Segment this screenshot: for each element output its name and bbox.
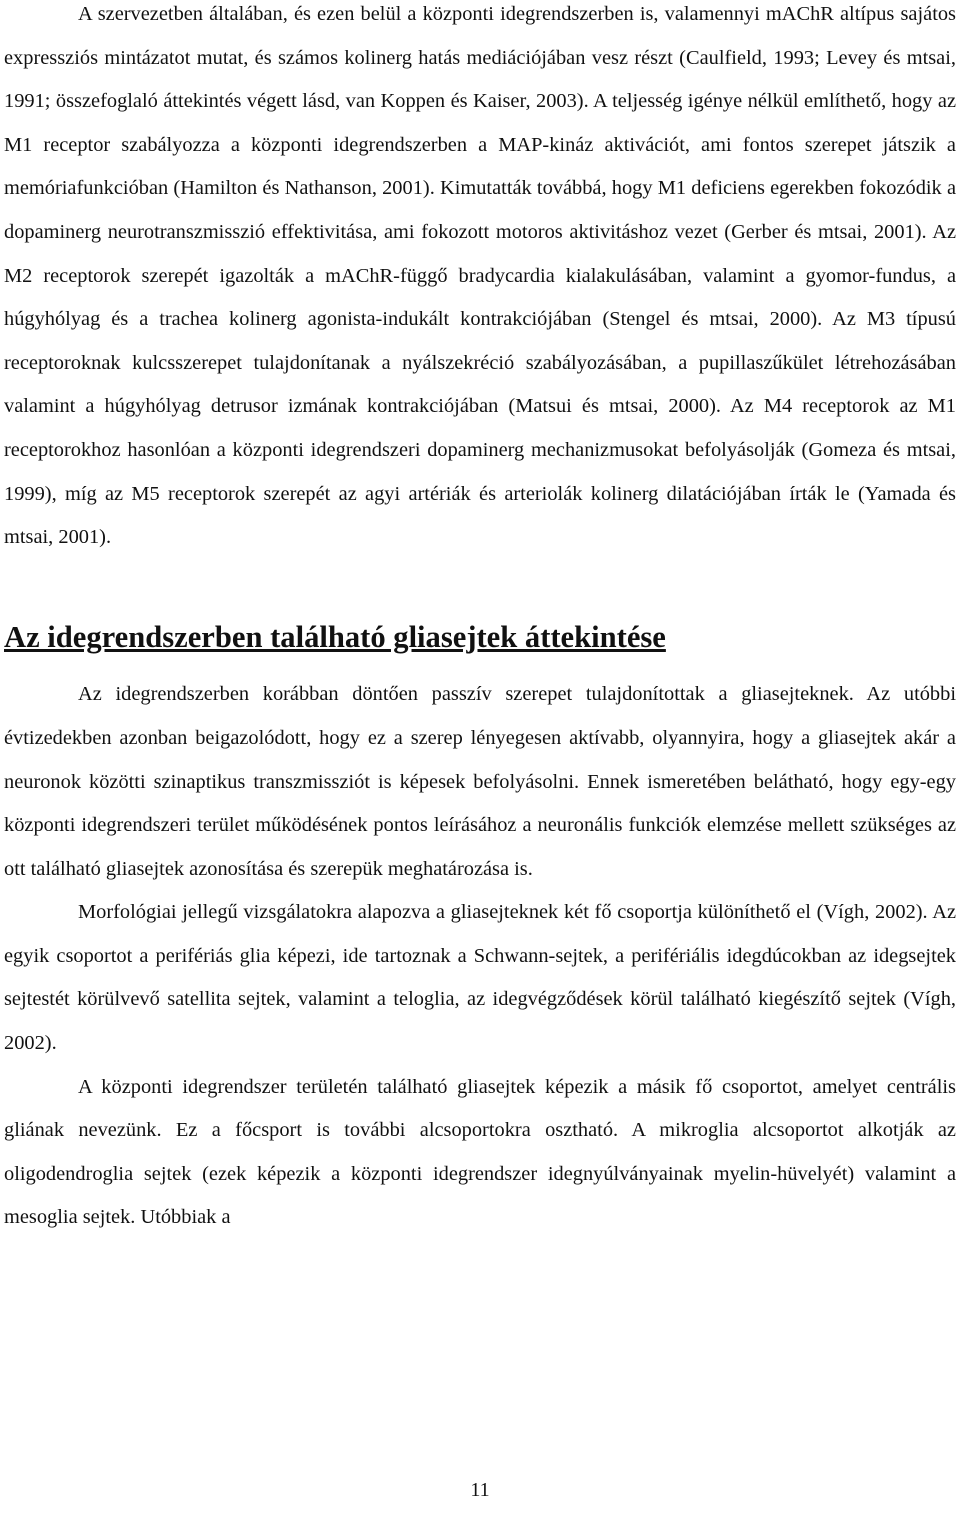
document-page — [4, 0, 956, 1240]
paragraph-machr-subtypes: A szervezetben általában, és ezen belül a központi idegrendszerben is, valamennyi mAChR altípus sajátos expressziós mintázatot mutat, és számos kolinerg hatás mediációjában vesz részt (Caulfield, 1993; Levey és mtsai, 1991; összefoglaló áttekintés végett lásd, van Koppen és Kaiser, 2003). A teljesség igénye nélkül említhető, hogy az M1 receptor szabályozza a központi idegrendszerben a MAP-kináz aktivációt, ami fontos szerepet játszik a memóriafunkcióban (Hamilton és Nathanson, 2001). Kimutatták továbbá, hogy M1 deficiens egerekben fokozódik a dopaminerg neurotranszmisszió effektivitása, ami fokozott motoros aktivitáshoz vezet (Gerber és mtsai, 2001). Az M2 receptorok szerepét igazolták a mAChR-függő bradycardia kialakulásában, valamint a gyomor-fundus, a húgyhólyag és a trachea kolinerg agonista-indukált kontrakciójában (Stengel és mtsai, 2000). Az M3 típusú receptoroknak kulcsszerepet tulajdonítanak a nyálszekréció szabályozásában, a pupillaszűkület létrehozásában valamint a húgyhólyag detrusor izmának kontrakciójában (Matsui és mtsai, 2000). Az M4 receptorok az M1 receptorokhoz hasonlóan a központi idegrendszeri dopaminerg mechanizmusokat befolyásolják (Gomeza és mtsai, 1999), míg az M5 receptorok szerepét az agyi artériák és arteriolák kolinerg dilatációjában írták le (Yamada és mtsai, 2001). — [4, 3, 956, 549]
section-heading: Az idegrendszerben található gliasejtek áttekintése — [4, 619, 666, 654]
paragraph-glia-role: Az idegrendszerben korábban döntően passzív szerepet tulajdonítottak a gliasejteknek. Az utóbbi évtizedekben azonban beigazolódott, hogy ez a szerep lényegesen aktívabb, olyannyira, hogy a gliasejtek akár a neuronok közötti szinaptikus transzmissziót is képesek befolyásolni. Ennek ismeretében belátható, hogy egy-egy központi idegrendszeri terület működésének pontos leírásához a neuronális funkciók elemzése mellett szükséges az ott található gliasejtek azonosítása és szerepük meghatározása is. — [4, 683, 956, 880]
page-number: 11 — [470, 1479, 490, 1501]
paragraph-central-glia: A központi idegrendszer területén található gliasejtek képezik a másik fő csoportot, amelyet centrális gliának nevezünk. Ez a főcsport is további alcsoportokra osztható. A mikroglia alcsoportot alkotják az oligodendroglia sejtek (ezek képezik a központi idegrendszer idegnyúlványainak myelin-hüvelyét) valamint a mesoglia sejtek. Utóbbiak a — [4, 1075, 956, 1229]
paragraph-glia-groups: Morfológiai jellegű vizsgálatokra alapozva a gliasejteknek két fő csoportja különíthető el (Vígh, 2002). Az egyik csoportot a perifériás glia képezi, ide tartoznak a Schwann-sejtek, a perifériális idegdúcokban az idegsejtek sejtestét körülvevő satellita sejtek, valamint a teloglia, az idegvégződések körül található kiegészítő sejtek (Vígh, 2002). — [4, 901, 956, 1055]
